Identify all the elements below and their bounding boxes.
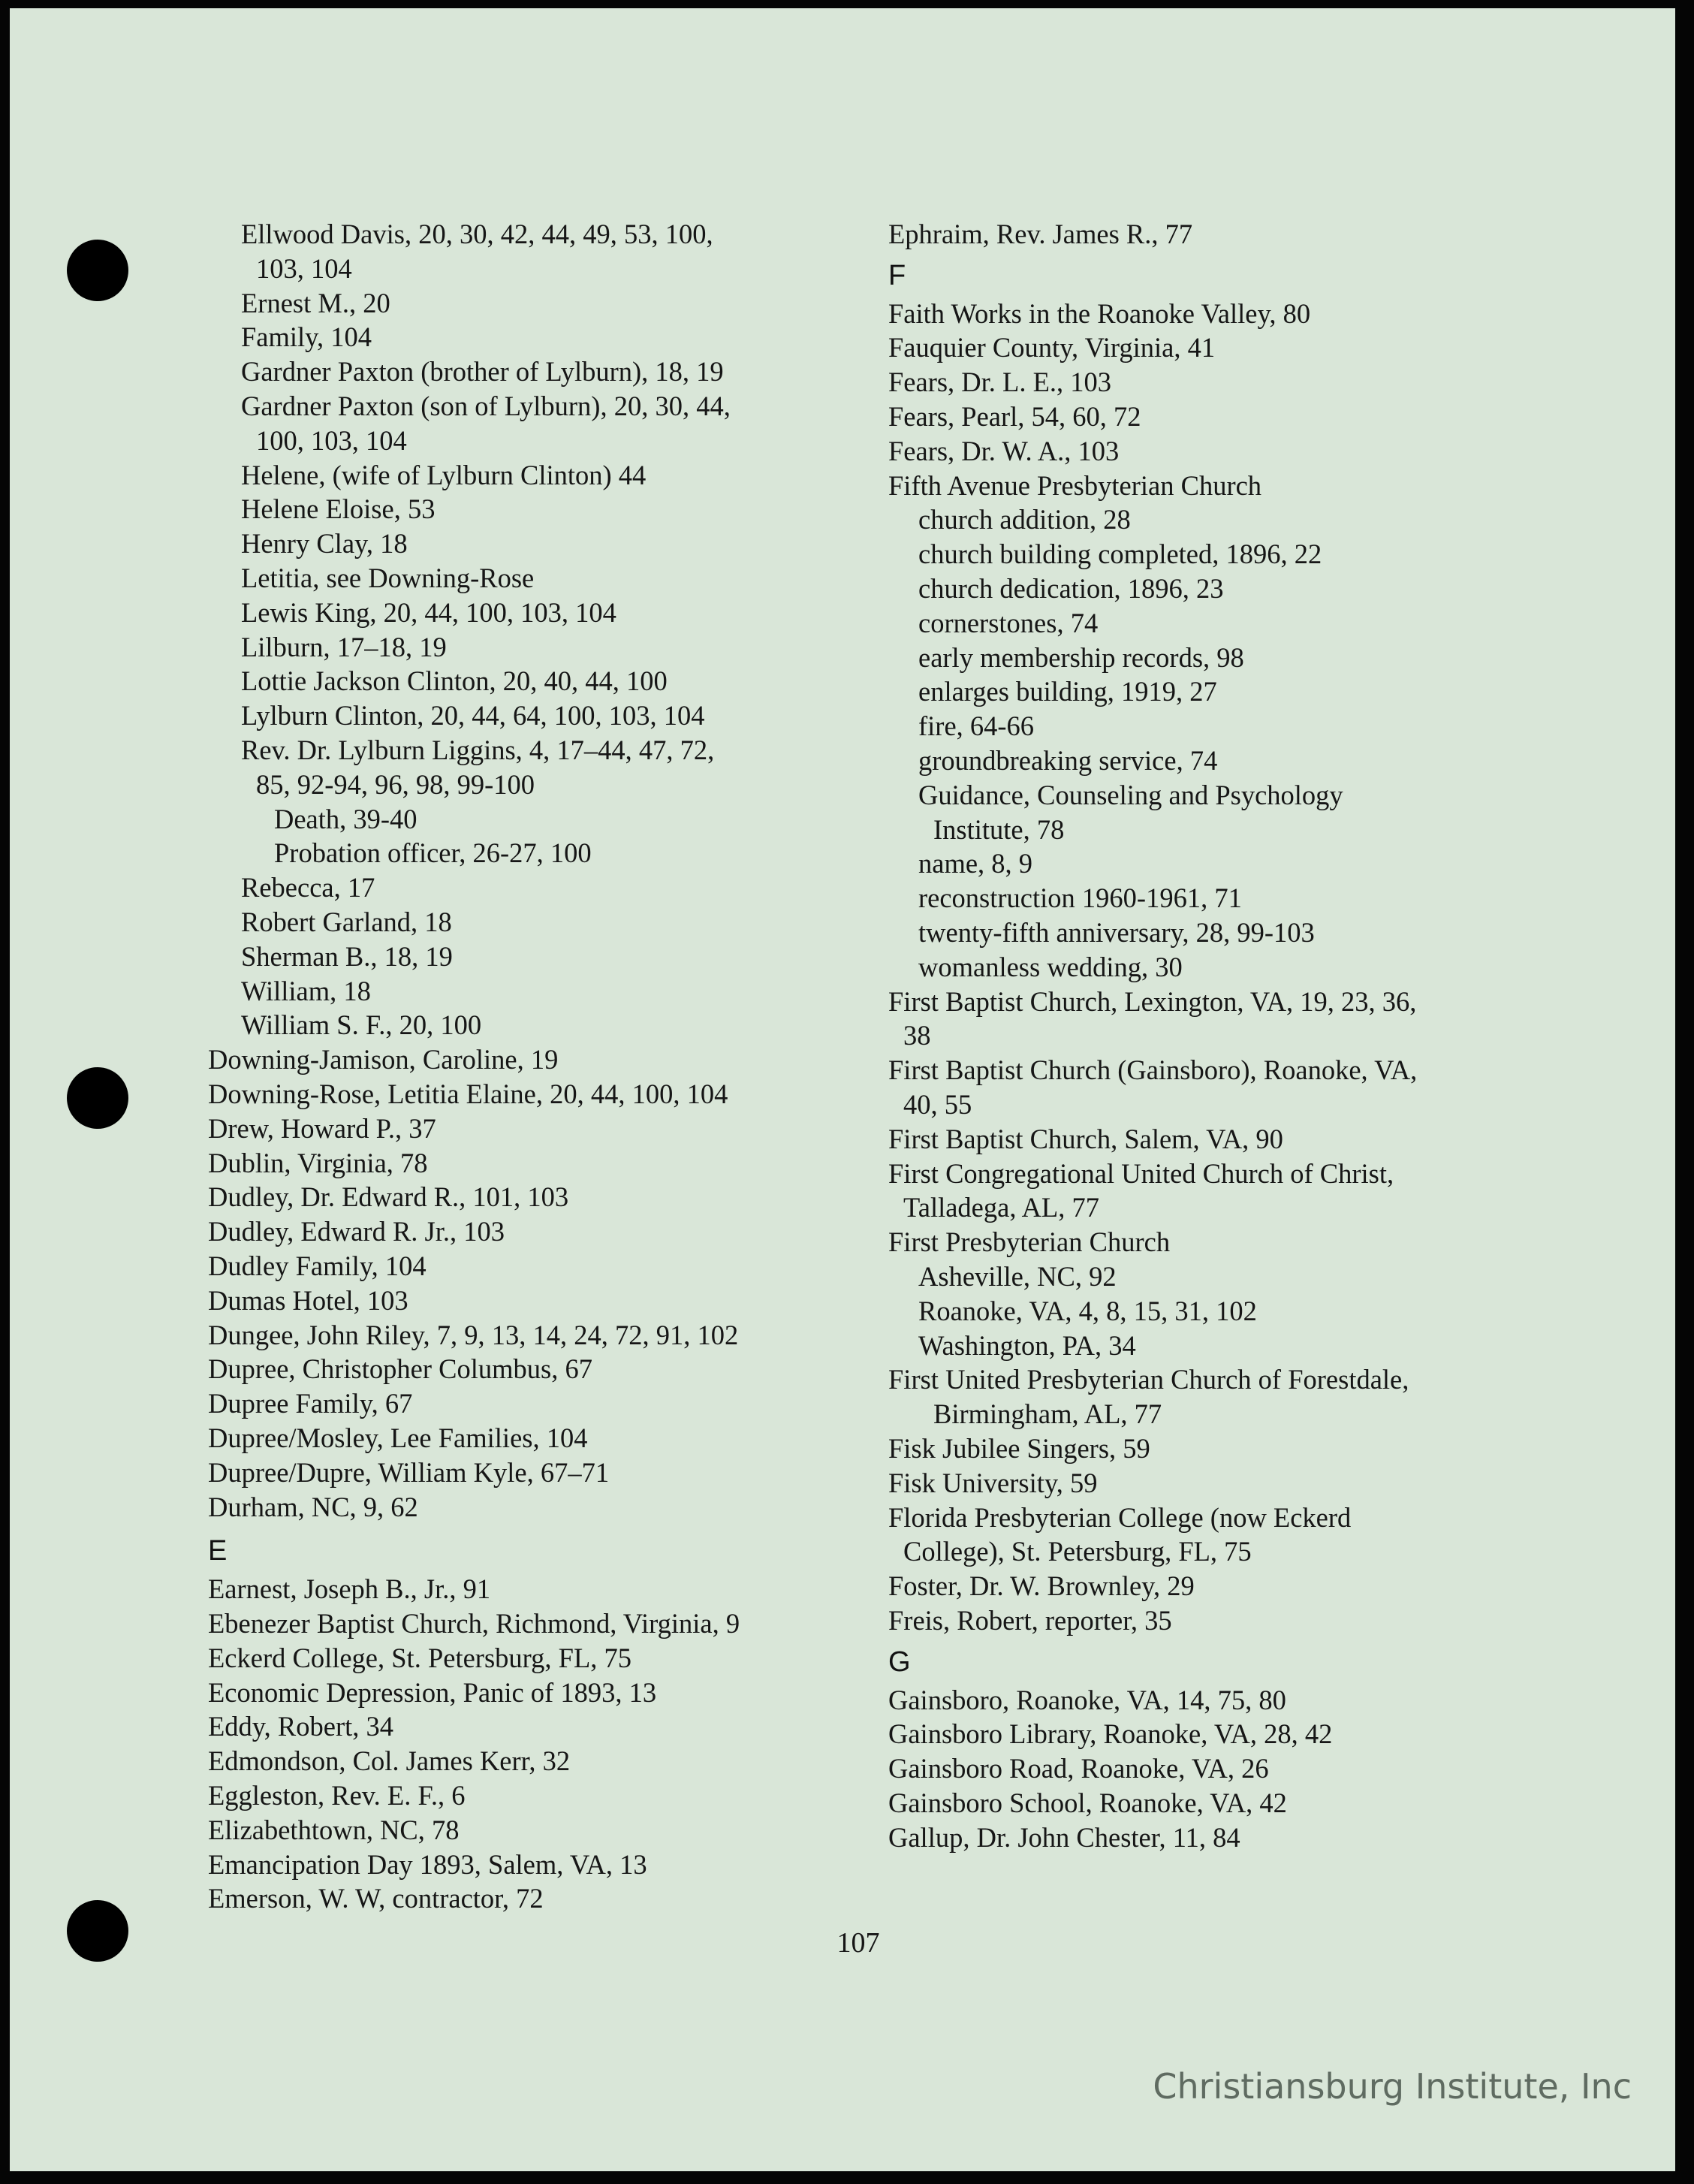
index-entry-text: Family, 104	[241, 321, 372, 353]
index-entry-text: Dupree/Mosley, Lee Families, 104	[208, 1422, 588, 1453]
index-entry-text: Helene Eloise, 53	[241, 493, 436, 525]
index-entry-text: church building completed, 1896, 22	[918, 538, 1322, 570]
index-entry	[918, 846, 1032, 881]
index-entry	[918, 606, 1098, 641]
index-entry	[208, 1214, 505, 1249]
index-entry-text: enlarges building, 1919, 27	[918, 676, 1217, 707]
index-entry	[208, 1813, 460, 1848]
index-entry	[888, 1053, 1417, 1122]
index-entry-text: Ebenezer Baptist Church, Richmond, Virginia, 9	[208, 1608, 740, 1639]
index-entry	[888, 1431, 1150, 1466]
index-entry-text: Eddy, Robert, 34	[208, 1711, 394, 1742]
index-entry-continuation: Institute, 78	[933, 813, 1065, 845]
index-entry	[918, 674, 1217, 709]
index-entry	[208, 1421, 587, 1455]
index-entry	[208, 1709, 393, 1744]
index-entry-text: Washington, PA, 34	[918, 1329, 1136, 1361]
index-entry	[888, 1683, 1286, 1718]
index-entry	[918, 1259, 1117, 1294]
index-entry	[241, 630, 447, 665]
index-entry-text: Gainsboro School, Roanoke, VA, 42	[888, 1787, 1287, 1818]
index-entry	[208, 1848, 647, 1882]
index-entry	[888, 1122, 1283, 1157]
index-entry-text: Fifth Avenue Presbyterian Church	[888, 469, 1262, 501]
index-entry	[274, 836, 592, 870]
index-entry	[918, 1329, 1136, 1363]
index-entry-text: Robert Garland, 18	[241, 906, 452, 937]
index-entry-text: Gardner Paxton (son of Lylburn), 20, 30, 44,	[241, 391, 731, 421]
index-entry-text: Fauquier County, Virginia, 41	[888, 332, 1216, 363]
letter-heading: E	[208, 1535, 228, 1567]
index-entry-text: Emerson, W. W, contractor, 72	[208, 1883, 544, 1914]
index-entry	[918, 916, 1315, 950]
index-entry	[918, 778, 1343, 847]
index-entry-continuation: 40, 55	[903, 1088, 972, 1120]
index-entry-text: First Baptist Church, Salem, VA, 90	[888, 1123, 1283, 1154]
index-entry	[888, 1466, 1098, 1501]
index-entry	[208, 1881, 544, 1916]
index-entry	[208, 1352, 592, 1386]
index-entry-text: Dupree, Christopher Columbus, 67	[208, 1353, 592, 1385]
index-entry-text: Foster, Dr. W. Brownley, 29	[888, 1570, 1195, 1602]
index-entry-text: Eggleston, Rev. E. F., 6	[208, 1780, 466, 1811]
index-entry	[918, 572, 1223, 606]
index-entry	[241, 458, 646, 493]
index-entry-text: Dungee, John Riley, 7, 9, 13, 14, 24, 72, 91, 102	[208, 1319, 739, 1350]
index-entry	[208, 1386, 412, 1421]
index-entry-text: Edmondson, Col. James Kerr, 32	[208, 1745, 571, 1777]
binder-hole-top	[67, 240, 128, 301]
index-entry-continuation: 85, 92-94, 96, 98, 99-100	[256, 768, 535, 800]
page-number: 107	[836, 1927, 880, 1959]
index-entry	[208, 1744, 570, 1778]
index-entry	[918, 950, 1183, 985]
index-entry	[208, 1249, 427, 1284]
index-entry	[241, 664, 668, 698]
index-entry	[888, 1569, 1195, 1603]
index-entry-text: Durham, NC, 9, 62	[208, 1491, 418, 1522]
index-entry	[888, 1821, 1240, 1855]
index-entry-text: Dudley, Edward R. Jr., 103	[208, 1216, 505, 1247]
index-entry-text: name, 8, 9	[918, 848, 1033, 879]
index-entry-text: Fisk Jubilee Singers, 59	[888, 1433, 1150, 1464]
index-entry-continuation: Talladega, AL, 77	[903, 1192, 1099, 1223]
index-entry-text: cornerstones, 74	[918, 607, 1099, 638]
index-entry-text: Asheville, NC, 92	[918, 1261, 1117, 1292]
index-entry	[274, 802, 417, 837]
index-entry	[241, 905, 452, 940]
index-entry-text: Faith Works in the Roanoke Valley, 80	[888, 297, 1311, 329]
index-entry-continuation: Birmingham, AL, 77	[933, 1398, 1162, 1430]
index-entry-text: Gallup, Dr. John Chester, 11, 84	[888, 1821, 1240, 1853]
index-entry-text: Ellwood Davis, 20, 30, 42, 44, 49, 53, 100,	[241, 219, 713, 249]
index-entry-text: church dedication, 1896, 23	[918, 573, 1224, 604]
index-entry	[241, 596, 616, 630]
index-entry	[208, 1778, 465, 1813]
index-entry-text: Gainsboro Road, Roanoke, VA, 26	[888, 1753, 1269, 1784]
index-entry-text: Guidance, Counseling and Psychology	[918, 779, 1343, 810]
index-entry-text: Lottie Jackson Clinton, 20, 40, 44, 100	[241, 665, 668, 697]
index-entry	[241, 940, 453, 974]
index-entry	[888, 365, 1111, 400]
index-entry-text: First United Presbyterian Church of Forestdale,	[888, 1364, 1409, 1395]
index-entry	[208, 1042, 558, 1077]
index-entry-text: church addition, 28	[918, 504, 1131, 535]
index-entry-continuation: 100, 103, 104	[256, 424, 407, 456]
index-entry	[241, 286, 390, 321]
index-entry-text: Rev. Dr. Lylburn Liggins, 4, 17–44, 47, 72,	[241, 735, 715, 765]
index-entry	[888, 1501, 1351, 1570]
index-entry-text: Florida Presbyterian College (now Eckerd	[888, 1501, 1352, 1533]
index-entry	[208, 1146, 428, 1181]
index-entry	[208, 1490, 418, 1525]
letter-heading: F	[888, 259, 906, 291]
index-entry-text: First Presbyterian Church	[888, 1226, 1171, 1258]
index-entry	[888, 217, 1192, 252]
index-entry-text: Lilburn, 17–18, 19	[241, 631, 447, 662]
binder-hole-bottom	[67, 1900, 128, 1962]
index-entry	[888, 1603, 1172, 1638]
index-entry	[241, 870, 375, 905]
index-entry-continuation: College), St. Petersburg, FL, 75	[903, 1536, 1252, 1567]
index-entry	[888, 1225, 1170, 1259]
index-entry-text: Death, 39-40	[274, 803, 417, 834]
index-entry-text: Probation officer, 26-27, 100	[274, 837, 592, 869]
index-entry	[208, 1180, 568, 1214]
index-entry-text: fire, 64-66	[918, 710, 1035, 742]
index-entry-text: Earnest, Joseph B., Jr., 91	[208, 1573, 491, 1605]
index-entry-text: Emancipation Day 1893, Salem, VA, 13	[208, 1848, 647, 1880]
index-entry	[241, 526, 408, 561]
index-entry	[918, 744, 1217, 778]
index-entry	[208, 1641, 631, 1676]
index-entry	[208, 1455, 609, 1490]
index-entry	[918, 641, 1244, 675]
index-entry	[888, 985, 1416, 1054]
index-entry	[208, 1112, 436, 1146]
index-entry-text: Ernest M., 20	[241, 287, 390, 318]
index-entry	[888, 330, 1215, 365]
index-entry	[888, 1717, 1332, 1751]
index-entry-text: First Baptist Church (Gainsboro), Roanoke, VA,	[888, 1054, 1418, 1086]
index-entry-continuation: 103, 104	[256, 252, 352, 284]
index-entry	[208, 1676, 656, 1710]
binder-hole-middle	[67, 1067, 128, 1129]
index-entry-text: Drew, Howard P., 37	[208, 1112, 436, 1144]
index-entry	[918, 709, 1034, 744]
index-entry-continuation: 38	[903, 1020, 931, 1051]
index-entry-text: Rebecca, 17	[241, 872, 375, 903]
index-entry-text: Henry Clay, 18	[241, 528, 408, 560]
index-entry	[888, 1362, 1409, 1431]
index-entry-text: Fisk University, 59	[888, 1467, 1098, 1498]
index-entry	[888, 469, 1261, 503]
index-entry	[241, 698, 704, 733]
index-page	[10, 8, 1675, 2171]
index-entry-text: Gardner Paxton (brother of Lylburn), 18, 19	[241, 356, 724, 388]
index-entry-text: Sherman B., 18, 19	[241, 940, 453, 972]
index-entry	[888, 297, 1310, 331]
index-entry-text: Downing-Rose, Letitia Elaine, 20, 44, 100, 104	[208, 1078, 728, 1109]
index-entry-text: Gainsboro Library, Roanoke, VA, 28, 42	[888, 1718, 1333, 1750]
index-entry-text: Lylburn Clinton, 20, 44, 64, 100, 103, 104	[241, 700, 705, 732]
index-entry-text: Helene, (wife of Lylburn Clinton) 44	[241, 459, 647, 490]
index-entry-text: Gainsboro, Roanoke, VA, 14, 75, 80	[888, 1684, 1286, 1715]
index-entry	[241, 354, 724, 389]
index-entry	[241, 1008, 481, 1042]
index-entry	[241, 389, 731, 458]
index-entry	[918, 1294, 1257, 1329]
index-entry	[208, 1284, 408, 1318]
index-entry-text: womanless wedding, 30	[918, 951, 1183, 982]
index-entry-text: Fears, Dr. L. E., 103	[888, 367, 1112, 398]
index-entry-text: Elizabethtown, NC, 78	[208, 1814, 460, 1845]
watermark: Christiansburg Institute, Inc	[1153, 2066, 1632, 2107]
letter-heading: G	[888, 1646, 911, 1678]
index-entry	[241, 561, 534, 596]
index-entry-text: First Congregational United Church of Christ,	[888, 1157, 1394, 1189]
index-entry-text: Fears, Pearl, 54, 60, 72	[888, 401, 1141, 432]
index-entry-text: Lewis King, 20, 44, 100, 103, 104	[241, 596, 616, 628]
index-entry-text: Dupree/Dupre, William Kyle, 67–71	[208, 1456, 610, 1488]
index-entry-text: twenty-fifth anniversary, 28, 99-103	[918, 917, 1315, 948]
index-entry-text: Economic Depression, Panic of 1893, 13	[208, 1676, 657, 1708]
index-entry	[888, 1786, 1287, 1821]
index-entry-text: William, 18	[241, 975, 371, 1006]
index-entry	[208, 1606, 740, 1641]
index-entry-text: Freis, Robert, reporter, 35	[888, 1605, 1172, 1636]
index-entry	[208, 1077, 728, 1112]
index-entry-text: First Baptist Church, Lexington, VA, 19, 23, 36,	[888, 985, 1417, 1017]
index-entry	[918, 537, 1322, 572]
index-entry-text: William S. F., 20, 100	[241, 1009, 482, 1041]
index-entry	[241, 492, 435, 526]
index-entry	[888, 434, 1119, 469]
index-entry-text: Roanoke, VA, 4, 8, 15, 31, 102	[918, 1295, 1257, 1326]
index-entry-text: early membership records, 98	[918, 641, 1244, 673]
index-entry-text: Letitia, see Downing-Rose	[241, 563, 535, 593]
index-entry	[918, 502, 1131, 537]
index-entry	[241, 733, 714, 802]
index-entry	[918, 881, 1242, 916]
index-entry	[888, 1157, 1394, 1226]
index-entry-text: Ephraim, Rev. James R., 77	[888, 219, 1193, 249]
index-entry-text: Dupree Family, 67	[208, 1388, 413, 1419]
index-entry-text: Dudley Family, 104	[208, 1250, 427, 1281]
index-entry-text: Dudley, Dr. Edward R., 101, 103	[208, 1181, 569, 1213]
index-entry	[241, 320, 372, 354]
index-entry	[208, 1318, 738, 1353]
index-entry-text: Dumas Hotel, 103	[208, 1284, 408, 1316]
index-entry	[888, 1751, 1269, 1786]
index-entry	[208, 1572, 490, 1606]
index-entry	[888, 400, 1141, 434]
index-entry-text: Eckerd College, St. Petersburg, FL, 75	[208, 1642, 631, 1673]
index-entry-text: Dublin, Virginia, 78	[208, 1147, 428, 1178]
index-entry-text: Fears, Dr. W. A., 103	[888, 435, 1120, 466]
index-entry-text: Downing-Jamison, Caroline, 19	[208, 1044, 559, 1075]
index-entry-text: groundbreaking service, 74	[918, 745, 1218, 776]
index-entry	[241, 217, 713, 286]
index-entry-text: reconstruction 1960-1961, 71	[918, 882, 1242, 914]
index-entry	[241, 974, 371, 1009]
